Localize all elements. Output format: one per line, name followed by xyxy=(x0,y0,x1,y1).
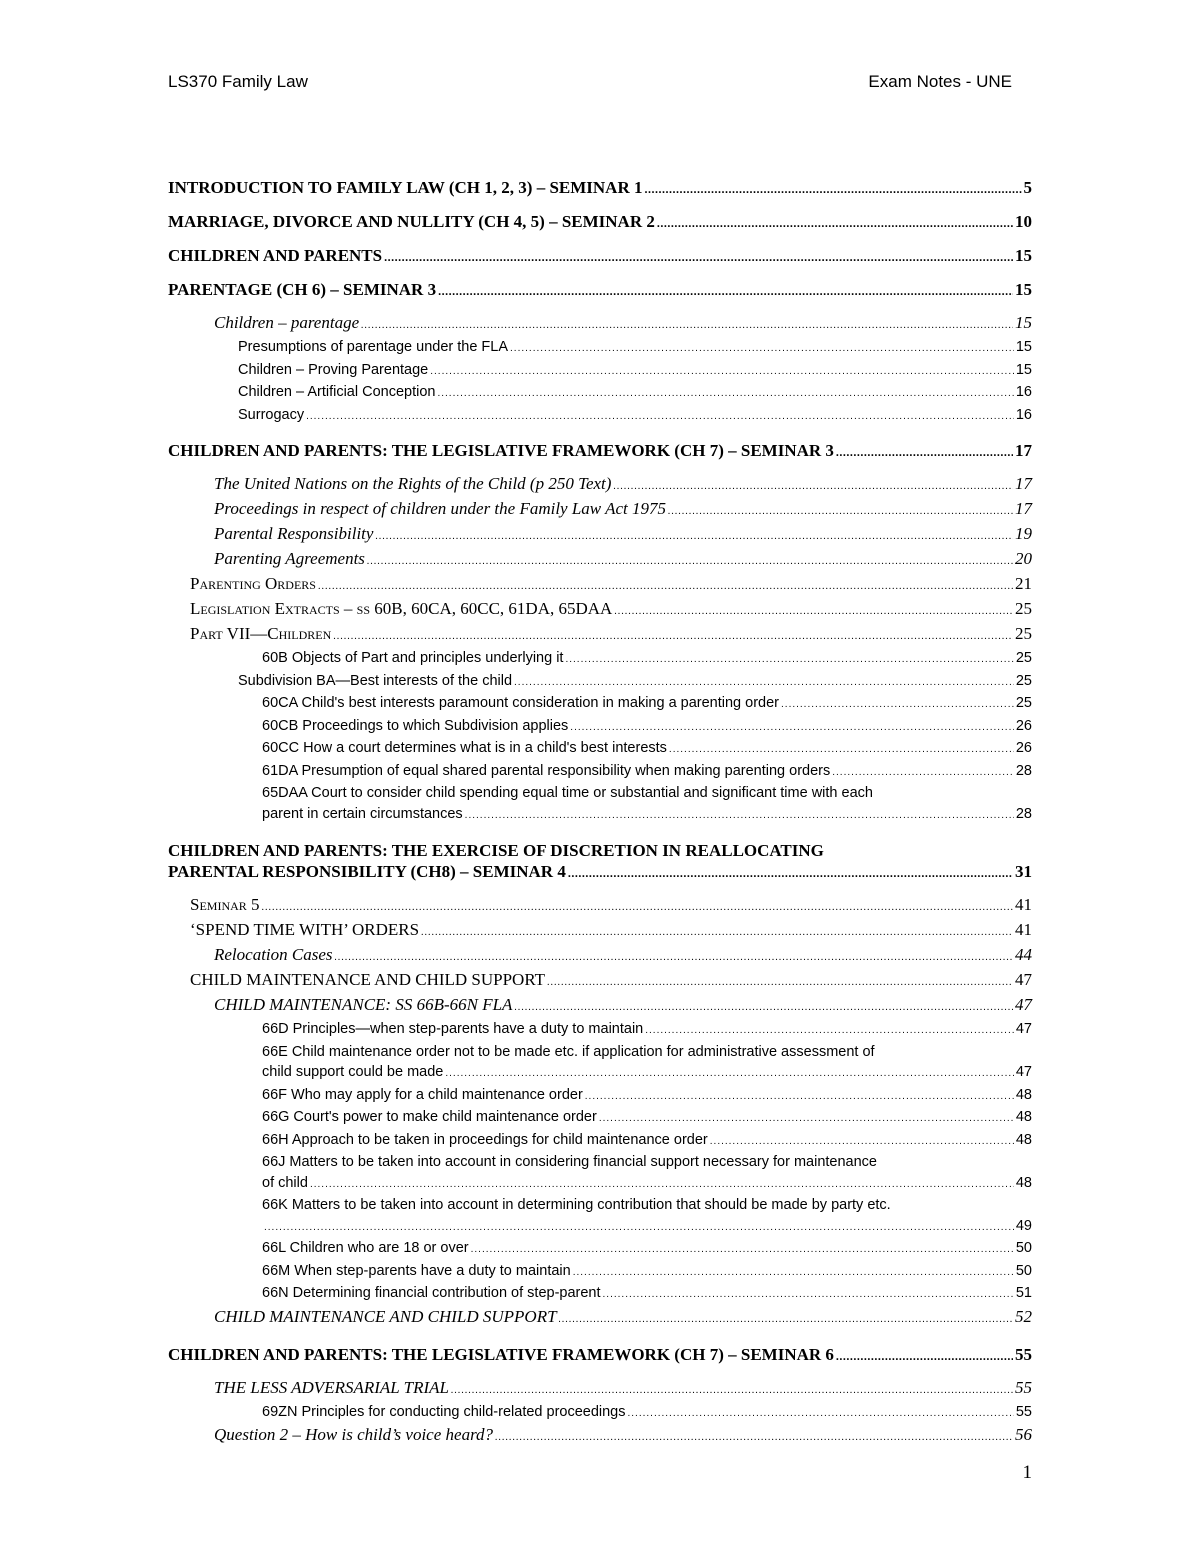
toc-entry[interactable] xyxy=(168,671,1032,694)
toc-entry-title: 60B Objects of Part and principles underlying it xyxy=(262,650,564,666)
toc-entry-page: 52 xyxy=(1015,1306,1032,1326)
toc-entry-page: 15 xyxy=(1015,361,1032,378)
toc-entry-page: 28 xyxy=(1015,762,1032,779)
toc-entry-title: 66G Court's power to make child maintenance order xyxy=(262,1109,597,1125)
header-right: Exam Notes - UNE xyxy=(868,72,1012,91)
toc-entry[interactable] xyxy=(168,1216,1032,1239)
toc-entry[interactable] xyxy=(168,360,1032,383)
toc-entry-title: Children – Proving Parentage xyxy=(238,361,429,378)
toc-entry[interactable] xyxy=(168,648,1032,671)
toc-entry-page: 20 xyxy=(1015,549,1032,568)
toc-entry[interactable] xyxy=(168,1085,1032,1108)
toc-entry-page: 47 xyxy=(1015,995,1032,1014)
toc-entry[interactable] xyxy=(168,498,1032,523)
toc-entry-page: 16 xyxy=(1015,384,1032,400)
toc-entry-page: 48 xyxy=(1015,1131,1032,1148)
toc-entry-page: 25 xyxy=(1015,624,1032,643)
toc-entry-title: 66H Approach to be taken in proceedings for child maintenance order xyxy=(262,1131,708,1148)
toc-entry[interactable] xyxy=(168,312,1032,337)
toc-entry-title: Presumptions of parentage under the FLA xyxy=(238,339,509,355)
toc-entry-page: 26 xyxy=(1015,740,1032,756)
toc-entry[interactable] xyxy=(168,862,1032,882)
toc-entry[interactable] xyxy=(168,1306,1032,1331)
toc-entry-page: 17 xyxy=(1015,499,1032,518)
toc-entry-title: Parenting Orders xyxy=(190,574,316,593)
toc-entry-title: Legislation Extracts – ss 60B, 60CA, 60CC, 61DA, 65DAA xyxy=(190,599,613,618)
toc-entry-title: CHILD MAINTENANCE AND CHILD SUPPORT xyxy=(214,1306,557,1326)
toc-entry[interactable] xyxy=(168,944,1032,969)
toc-entry-page: 48 xyxy=(1015,1109,1032,1125)
toc-entry[interactable] xyxy=(168,473,1032,498)
table-of-contents xyxy=(168,178,1032,1449)
toc-entry-title: MARRIAGE, DIVORCE AND NULLITY (CH 4, 5) – SEMINAR 2 xyxy=(168,212,655,231)
toc-entry-page: 16 xyxy=(1015,406,1032,423)
toc-entry-page: 47 xyxy=(1015,1064,1032,1080)
toc-entry[interactable] xyxy=(168,761,1032,784)
toc-entry-page: 25 xyxy=(1015,599,1032,618)
toc-entry-page: 25 xyxy=(1015,672,1032,689)
toc-entry-title: INTRODUCTION TO FAMILY LAW (CH 1, 2, 3) – SEMINAR 1 xyxy=(168,178,643,197)
toc-entry[interactable] xyxy=(168,548,1032,573)
toc-entry-title: Relocation Cases xyxy=(214,945,333,964)
toc-entry[interactable] xyxy=(168,1402,1032,1425)
toc-entry[interactable] xyxy=(168,246,1032,266)
toc-entry-title: 69ZN Principles for conducting child-related proceedings xyxy=(262,1403,626,1420)
toc-entry-title: PARENTAGE (CH 6) – SEMINAR 3 xyxy=(168,280,437,299)
toc-entry-page: 49 xyxy=(1015,1217,1032,1234)
toc-entry-page: 26 xyxy=(1015,717,1032,734)
toc-entry-title: Children – parentage xyxy=(214,313,360,332)
toc-entry-title: Parental Responsibility xyxy=(214,524,374,543)
toc-entry-title: Part VII—Children xyxy=(190,624,332,643)
toc-entry-title: Children – Artificial Conception xyxy=(238,384,436,400)
toc-entry-page: 55 xyxy=(1015,1344,1032,1364)
toc-entry[interactable] xyxy=(168,919,1032,944)
toc-entry-page: 10 xyxy=(1015,212,1032,231)
toc-entry-page: 28 xyxy=(1015,805,1032,822)
toc-entry[interactable] xyxy=(168,1238,1032,1261)
toc-entry-page: 56 xyxy=(1015,1425,1032,1444)
toc-entry[interactable] xyxy=(168,1107,1032,1130)
toc-entry-title: 66F Who may apply for a child maintenance order xyxy=(262,1086,583,1103)
toc-entry[interactable] xyxy=(168,1377,1032,1402)
toc-entry-page: 21 xyxy=(1015,574,1032,593)
toc-entry-title: Surrogacy xyxy=(238,406,305,423)
toc-entry[interactable] xyxy=(168,1345,1032,1365)
toc-entry-title: Parenting Agreements xyxy=(214,549,365,568)
toc-entry-title: of child xyxy=(262,1174,308,1191)
toc-entry-title: 60CC How a court determines what is in a child's best interests xyxy=(262,740,667,756)
toc-entry-first-line[interactable]: 66K Matters to be taken into account in determining contribution that should be made by party etc. xyxy=(262,1197,891,1213)
toc-entry[interactable] xyxy=(168,1173,1032,1196)
toc-entry-first-line[interactable]: 66J Matters to be taken into account in considering financial support necessary for maintenance xyxy=(262,1154,877,1170)
toc-entry-title: Subdivision BA—Best interests of the child xyxy=(238,672,513,689)
toc-entry-title: Proceedings in respect of children under the Family Law Act 1975 xyxy=(214,499,666,518)
toc-entry[interactable] xyxy=(168,1019,1032,1042)
toc-entry[interactable] xyxy=(168,280,1032,300)
toc-entry-page: 48 xyxy=(1015,1086,1032,1103)
toc-entry-page: 55 xyxy=(1015,1377,1032,1397)
toc-entry-first-line[interactable]: 65DAA Court to consider child spending equal time or substantial and significant time with each xyxy=(262,785,873,801)
toc-entry[interactable] xyxy=(168,382,1032,405)
toc-entry-title: ‘SPEND TIME WITH’ ORDERS xyxy=(190,920,420,939)
toc-entry-page: 50 xyxy=(1015,1240,1032,1256)
toc-entry[interactable] xyxy=(168,1062,1032,1085)
toc-entry[interactable] xyxy=(168,598,1032,623)
toc-entry-page: 19 xyxy=(1015,524,1032,543)
toc-entry-title: child support could be made xyxy=(262,1064,444,1080)
toc-entry[interactable] xyxy=(168,337,1032,360)
toc-entry[interactable] xyxy=(168,804,1032,827)
toc-entry-page: 41 xyxy=(1015,920,1032,939)
toc-entry[interactable] xyxy=(168,405,1032,428)
toc-entry-page: 17 xyxy=(1015,441,1032,460)
toc-entry[interactable] xyxy=(168,1261,1032,1284)
toc-entry-page: 15 xyxy=(1015,246,1032,265)
toc-entry-title: CHILDREN AND PARENTS: THE LEGISLATIVE FRAMEWORK (CH 7) – SEMINAR 6 xyxy=(168,1344,834,1364)
toc-entry-page: 15 xyxy=(1015,313,1032,332)
toc-entry[interactable] xyxy=(168,212,1032,232)
toc-entry-title: Question 2 – How is child’s voice heard? xyxy=(214,1425,494,1444)
toc-entry-title: parent in certain circumstances xyxy=(262,805,463,822)
toc-entry[interactable] xyxy=(168,523,1032,548)
toc-entry-title: CHILDREN AND PARENTS: THE LEGISLATIVE FRAMEWORK (CH 7) – SEMINAR 3 xyxy=(168,441,834,460)
toc-entry-title: CHILD MAINTENANCE AND CHILD SUPPORT xyxy=(190,970,546,989)
toc-entry-title: 66N Determining financial contribution of step-parent xyxy=(262,1285,601,1301)
toc-entry[interactable] xyxy=(168,178,1032,198)
toc-entry-first-line[interactable]: CHILDREN AND PARENTS: THE EXERCISE OF DISCRETION IN REALLOCATING xyxy=(168,841,824,860)
toc-entry-title: The United Nations on the Rights of the Child (p 250 Text) xyxy=(214,474,612,493)
toc-entry-title: CHILDREN AND PARENTS xyxy=(168,246,383,265)
toc-entry-page: 25 xyxy=(1015,650,1032,666)
toc-entry-page: 44 xyxy=(1015,945,1032,964)
toc-entry-title: 60CB Proceedings to which Subdivision applies xyxy=(262,717,569,734)
toc-entry-title: 66D Principles—when step-parents have a duty to maintain xyxy=(262,1021,644,1037)
toc-entry-page: 47 xyxy=(1015,970,1032,989)
toc-entry[interactable] xyxy=(168,1424,1032,1449)
toc-entry-page: 31 xyxy=(1015,862,1032,881)
toc-entry-page: 25 xyxy=(1015,695,1032,711)
toc-entry-page: 15 xyxy=(1015,339,1032,355)
toc-entry-page: 55 xyxy=(1015,1403,1032,1420)
page-number: 1 xyxy=(1022,1462,1032,1483)
toc-entry-title: 66M When step-parents have a duty to maintain xyxy=(262,1262,571,1279)
toc-entry-title: 60CA Child's best interests paramount consideration in making a parenting order xyxy=(262,695,780,711)
toc-entry-title: Seminar 5 xyxy=(190,895,260,914)
toc-entry[interactable] xyxy=(168,994,1032,1019)
toc-entry[interactable] xyxy=(168,969,1032,994)
toc-entry-title: 66L Children who are 18 or over xyxy=(262,1240,469,1256)
toc-entry[interactable] xyxy=(168,1283,1032,1306)
toc-entry[interactable] xyxy=(168,738,1032,761)
toc-entry-title: CHILD MAINTENANCE: SS 66B-66N FLA xyxy=(214,995,513,1014)
toc-entry-title: 61DA Presumption of equal shared parental responsibility when making parenting orders xyxy=(262,762,831,779)
toc-entry-first-line[interactable]: 66E Child maintenance order not to be made etc. if application for administrative assessment of xyxy=(262,1043,875,1060)
toc-entry[interactable] xyxy=(168,716,1032,739)
toc-entry-page: 5 xyxy=(1023,178,1032,197)
toc-entry-page: 41 xyxy=(1015,895,1032,914)
toc-entry[interactable] xyxy=(168,573,1032,598)
header-left: LS370 Family Law xyxy=(168,72,308,91)
toc-entry-page: 48 xyxy=(1015,1174,1032,1191)
toc-entry-page: 50 xyxy=(1015,1262,1032,1279)
toc-entry[interactable] xyxy=(168,693,1032,716)
toc-entry[interactable] xyxy=(168,441,1032,461)
toc-entry-title: PARENTAL RESPONSIBILITY (CH8) – SEMINAR 4 xyxy=(168,862,566,881)
toc-entry-page: 17 xyxy=(1015,474,1032,493)
toc-entry-page: 15 xyxy=(1015,280,1032,299)
toc-entry[interactable] xyxy=(168,894,1032,919)
toc-entry-page: 51 xyxy=(1015,1285,1032,1301)
toc-entry[interactable] xyxy=(168,623,1032,648)
toc-entry-title: THE LESS ADVERSARIAL TRIAL xyxy=(214,1377,450,1397)
toc-entry[interactable] xyxy=(168,1130,1032,1153)
toc-entry-page: 47 xyxy=(1015,1021,1032,1037)
